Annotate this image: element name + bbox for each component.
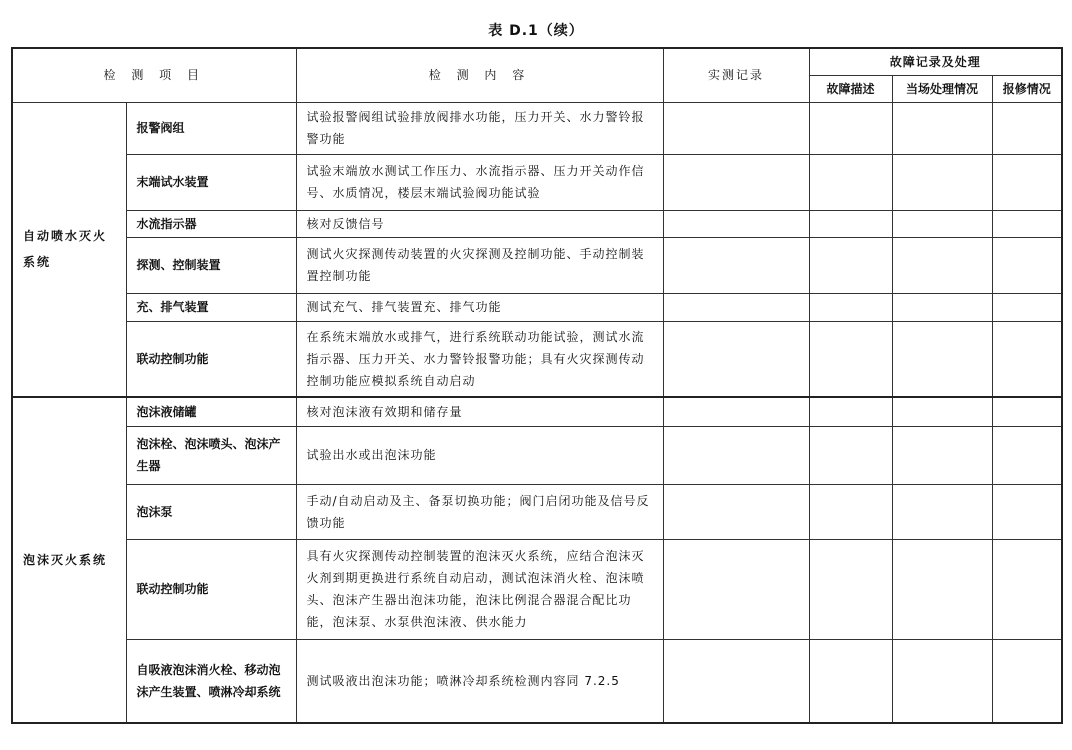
fault-desc-cell[interactable] (809, 293, 892, 321)
record-cell[interactable] (663, 293, 809, 321)
record-cell[interactable] (663, 397, 809, 426)
header-fault-desc: 故障描述 (809, 75, 892, 102)
fault-desc-cell[interactable] (809, 426, 892, 484)
fault-desc-cell[interactable] (809, 210, 892, 237)
content-cell: 测试火灾探测传动装置的火灾探测及控制功能、手动控制装置控制功能 (296, 237, 663, 293)
repair-cell[interactable] (992, 397, 1062, 426)
header-content: 检 测 内 容 (296, 48, 663, 102)
item-cell: 报警阀组 (126, 102, 296, 154)
fault-desc-cell[interactable] (809, 397, 892, 426)
table-row (12, 484, 1062, 539)
content-cell: 测试吸液出泡沫功能；喷淋冷却系统检测内容同 7.2.5 (296, 639, 663, 723)
item-cell: 泡沫栓、泡沫喷头、泡沫产生器 (126, 426, 296, 484)
onsite-cell[interactable] (892, 237, 992, 293)
onsite-cell[interactable] (892, 397, 992, 426)
table-row (12, 210, 1062, 237)
system-label: 自动喷水灭火系统 (12, 102, 126, 397)
table-title: 表 D.1（续） (488, 23, 584, 39)
record-cell[interactable] (663, 639, 809, 723)
header-item: 检 测 项 目 (12, 48, 296, 102)
item-cell: 泡沫液储罐 (126, 397, 296, 426)
fault-desc-cell[interactable] (809, 539, 892, 639)
item-cell: 联动控制功能 (126, 321, 296, 397)
item-cell: 充、排气装置 (126, 293, 296, 321)
record-cell[interactable] (663, 154, 809, 210)
repair-cell[interactable] (992, 210, 1062, 237)
onsite-cell[interactable] (892, 321, 992, 397)
fault-desc-cell[interactable] (809, 154, 892, 210)
content-cell: 试验出水或出泡沫功能 (296, 426, 663, 484)
item-cell: 探测、控制装置 (126, 237, 296, 293)
table-row (12, 539, 1062, 639)
onsite-cell[interactable] (892, 293, 992, 321)
record-cell[interactable] (663, 210, 809, 237)
header-fault: 故障记录及处理 (809, 48, 1062, 75)
onsite-cell[interactable] (892, 102, 992, 154)
item-cell: 末端试水装置 (126, 154, 296, 210)
onsite-cell[interactable] (892, 426, 992, 484)
item-cell: 水流指示器 (126, 210, 296, 237)
record-cell[interactable] (663, 321, 809, 397)
content-cell: 核对反馈信号 (296, 210, 663, 237)
content-cell: 试验报警阀组试验排放阀排水功能，压力开关、水力警铃报警功能 (296, 102, 663, 154)
onsite-cell[interactable] (892, 484, 992, 539)
onsite-cell[interactable] (892, 639, 992, 723)
record-cell[interactable] (663, 539, 809, 639)
table-row (12, 237, 1062, 293)
item-cell: 自吸液泡沫消火栓、移动泡沫产生装置、喷淋冷却系统 (126, 639, 296, 723)
header-repair: 报修情况 (992, 75, 1062, 102)
table-row (12, 293, 1062, 321)
onsite-cell[interactable] (892, 154, 992, 210)
content-cell: 核对泡沫液有效期和储存量 (296, 397, 663, 426)
repair-cell[interactable] (992, 237, 1062, 293)
onsite-cell[interactable] (892, 539, 992, 639)
content-cell: 测试充气、排气装置充、排气功能 (296, 293, 663, 321)
table-row (12, 321, 1062, 397)
repair-cell[interactable] (992, 426, 1062, 484)
repair-cell[interactable] (992, 321, 1062, 397)
repair-cell[interactable] (992, 484, 1062, 539)
content-cell: 在系统末端放水或排气，进行系统联动功能试验，测试水流指示器、压力开关、水力警铃报警功能；具有火灾探测传动控制功能应模拟系统自动启动 (296, 321, 663, 397)
content-cell: 试验末端放水测试工作压力、水流指示器、压力开关动作信号、水质情况，楼层末端试验阀功能试验 (296, 154, 663, 210)
header-onsite: 当场处理情况 (892, 75, 992, 102)
header-record: 实测记录 (663, 48, 809, 102)
fault-desc-cell[interactable] (809, 321, 892, 397)
item-cell: 联动控制功能 (126, 539, 296, 639)
table-row (12, 426, 1062, 484)
record-cell[interactable] (663, 102, 809, 154)
record-cell[interactable] (663, 237, 809, 293)
item-cell: 泡沫泵 (126, 484, 296, 539)
table-row (12, 397, 1062, 426)
fault-desc-cell[interactable] (809, 484, 892, 539)
record-cell[interactable] (663, 426, 809, 484)
onsite-cell[interactable] (892, 210, 992, 237)
table-row (12, 102, 1062, 154)
content-cell: 手动/自动启动及主、备泵切换功能；阀门启闭功能及信号反馈功能 (296, 484, 663, 539)
system-label: 泡沫灭火系统 (12, 397, 126, 723)
repair-cell[interactable] (992, 293, 1062, 321)
fault-desc-cell[interactable] (809, 237, 892, 293)
repair-cell[interactable] (992, 539, 1062, 639)
inspection-table (11, 47, 1063, 724)
table-row (12, 154, 1062, 210)
fault-desc-cell[interactable] (809, 639, 892, 723)
repair-cell[interactable] (992, 639, 1062, 723)
repair-cell[interactable] (992, 102, 1062, 154)
content-cell: 具有火灾探测传动控制装置的泡沫灭火系统，应结合泡沫灭火剂到期更换进行系统自动启动，测试泡沫消火栓、泡沫喷头、泡沫产生器出泡沫功能，泡沫比例混合器混合配比功能，泡沫泵、水泵供泡沫液、供水能力 (296, 539, 663, 639)
repair-cell[interactable] (992, 154, 1062, 210)
fault-desc-cell[interactable] (809, 102, 892, 154)
table-row (12, 639, 1062, 723)
record-cell[interactable] (663, 484, 809, 539)
